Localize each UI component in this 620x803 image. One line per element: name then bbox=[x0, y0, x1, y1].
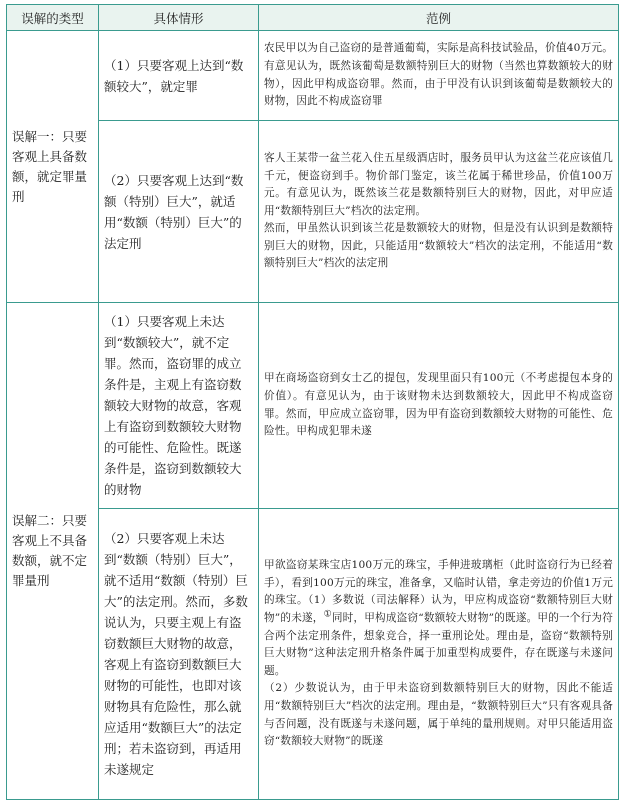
example-cell bbox=[259, 121, 619, 303]
misconception-type-1: 误解一：只要客观上具备数额，就定罪量刑 bbox=[7, 31, 99, 303]
header-situation: 具体情形 bbox=[99, 5, 259, 31]
example-paragraph: （2）少数说认为，由于甲未盗窃到数额特别巨大的财物，因此不能适用“数额特别巨大”档次的法定刑。理由是，“数额特别巨大”只有客观具备与否问题，没有既遂与未遂问题，属于单纯的量刑规则。对甲只能适用盗窃“数额较大财物”的既遂 bbox=[264, 682, 613, 748]
example-paragraph: 农民甲以为自己盗窃的是普通葡萄，实际是高科技试验品，价值40万元。有意见认为，既然该葡萄是数额特别巨大的财物（当然也算数额较大的财物），因此甲构成盗窃罪。然而，由于甲没有认识到该葡萄是数额较大的财物，因此不构成盗窃罪 bbox=[264, 42, 613, 108]
table-row bbox=[7, 31, 619, 121]
example-cell bbox=[259, 31, 619, 121]
table-row bbox=[7, 121, 619, 303]
misconception-type-2: 误解二：只要客观上不具备数额，就不定罪量刑 bbox=[7, 303, 99, 800]
situation-cell: （2）只要客观上未达到“数额（特别）巨大”，就不适用“数额（特别）巨大”的法定刑。然而，多数说认为，只要主观上有盗窃数额巨大财物的故意，客观上有盗窃到数额巨大财物的可能性，也即对该财物具有危险性，那么就应适用“数额巨大”的法定刑；若未盗窃到，再适用未遂规定 bbox=[99, 509, 259, 800]
situation-cell: （1）只要客观上未达到“数额较大”，就不定罪。然而，盗窃罪的成立条件是，主观上有盗窃数额较大财物的故意，客观上有盗窃到数额较大财物的可能性、危险性。既遂条件是，盗窃到数额较大的财物 bbox=[99, 303, 259, 509]
example-paragraph: 甲欲盗窃某珠宝店100万元的珠宝，手伸进玻璃柜（此时盗窃行为已经着手），看到100万元的珠宝，准备拿，又临时认错，拿走旁边的价值1万元的珠宝。（1）多数说（司法解释）认为，甲应构成盗窃“数额特别巨大财物”的未遂，①同时，甲构成盗窃“数额较大财物”的既遂。甲的一个行为符合两个法定刑条件，想象竞合，择一重刑论处。理由是，盗窃“数额特别巨大财物”这种法定刑升格条件属于加重型构成要件，存在既遂与未遂问题。 bbox=[264, 559, 613, 677]
header-example: 范例 bbox=[259, 5, 619, 31]
example-paragraph: 然而，甲虽然认识到该兰花是数额较大的财物，但是没有认识到是数额特别巨大的财物，因此，只能适用“数额较大”档次的法定刑，不能适用“数额特别巨大”档次的法定刑 bbox=[264, 222, 613, 270]
header-type: 误解的类型 bbox=[7, 5, 99, 31]
example-paragraph: 甲在商场盗窃到女士乙的提包，发现里面只有100元（不考虑提包本身的价值）。有意见认为，由于该财物未达到数额较大，因此甲不构成盗窃罪。然而，甲应成立盗窃罪，因为甲有盗窃到数额较大财物的可能性、危险性。甲构成犯罪未遂 bbox=[264, 372, 613, 438]
example-cell bbox=[259, 509, 619, 800]
example-cell bbox=[259, 303, 619, 509]
header-row bbox=[7, 5, 619, 31]
table-row bbox=[7, 303, 619, 509]
footnote-marker: ① bbox=[323, 609, 332, 620]
situation-cell: （1）只要客观上达到“数额较大”，就定罪 bbox=[99, 31, 259, 121]
situation-cell: （2）只要客观上达到“数额（特别）巨大”，就适用“数额（特别）巨大”的法定刑 bbox=[99, 121, 259, 303]
table-row bbox=[7, 509, 619, 800]
example-paragraph: 客人王某带一盆兰花入住五星级酒店时，服务员甲认为这盆兰花应该值几千元，便盗窃到手。物价部门鉴定，该兰花属于稀世珍品，价值100万元。有意见认为，既然该兰花是数额特别巨大的财物，因此，对甲应适用“数额特别巨大”档次的法定刑。 bbox=[264, 151, 613, 217]
comparison-table bbox=[6, 4, 619, 800]
